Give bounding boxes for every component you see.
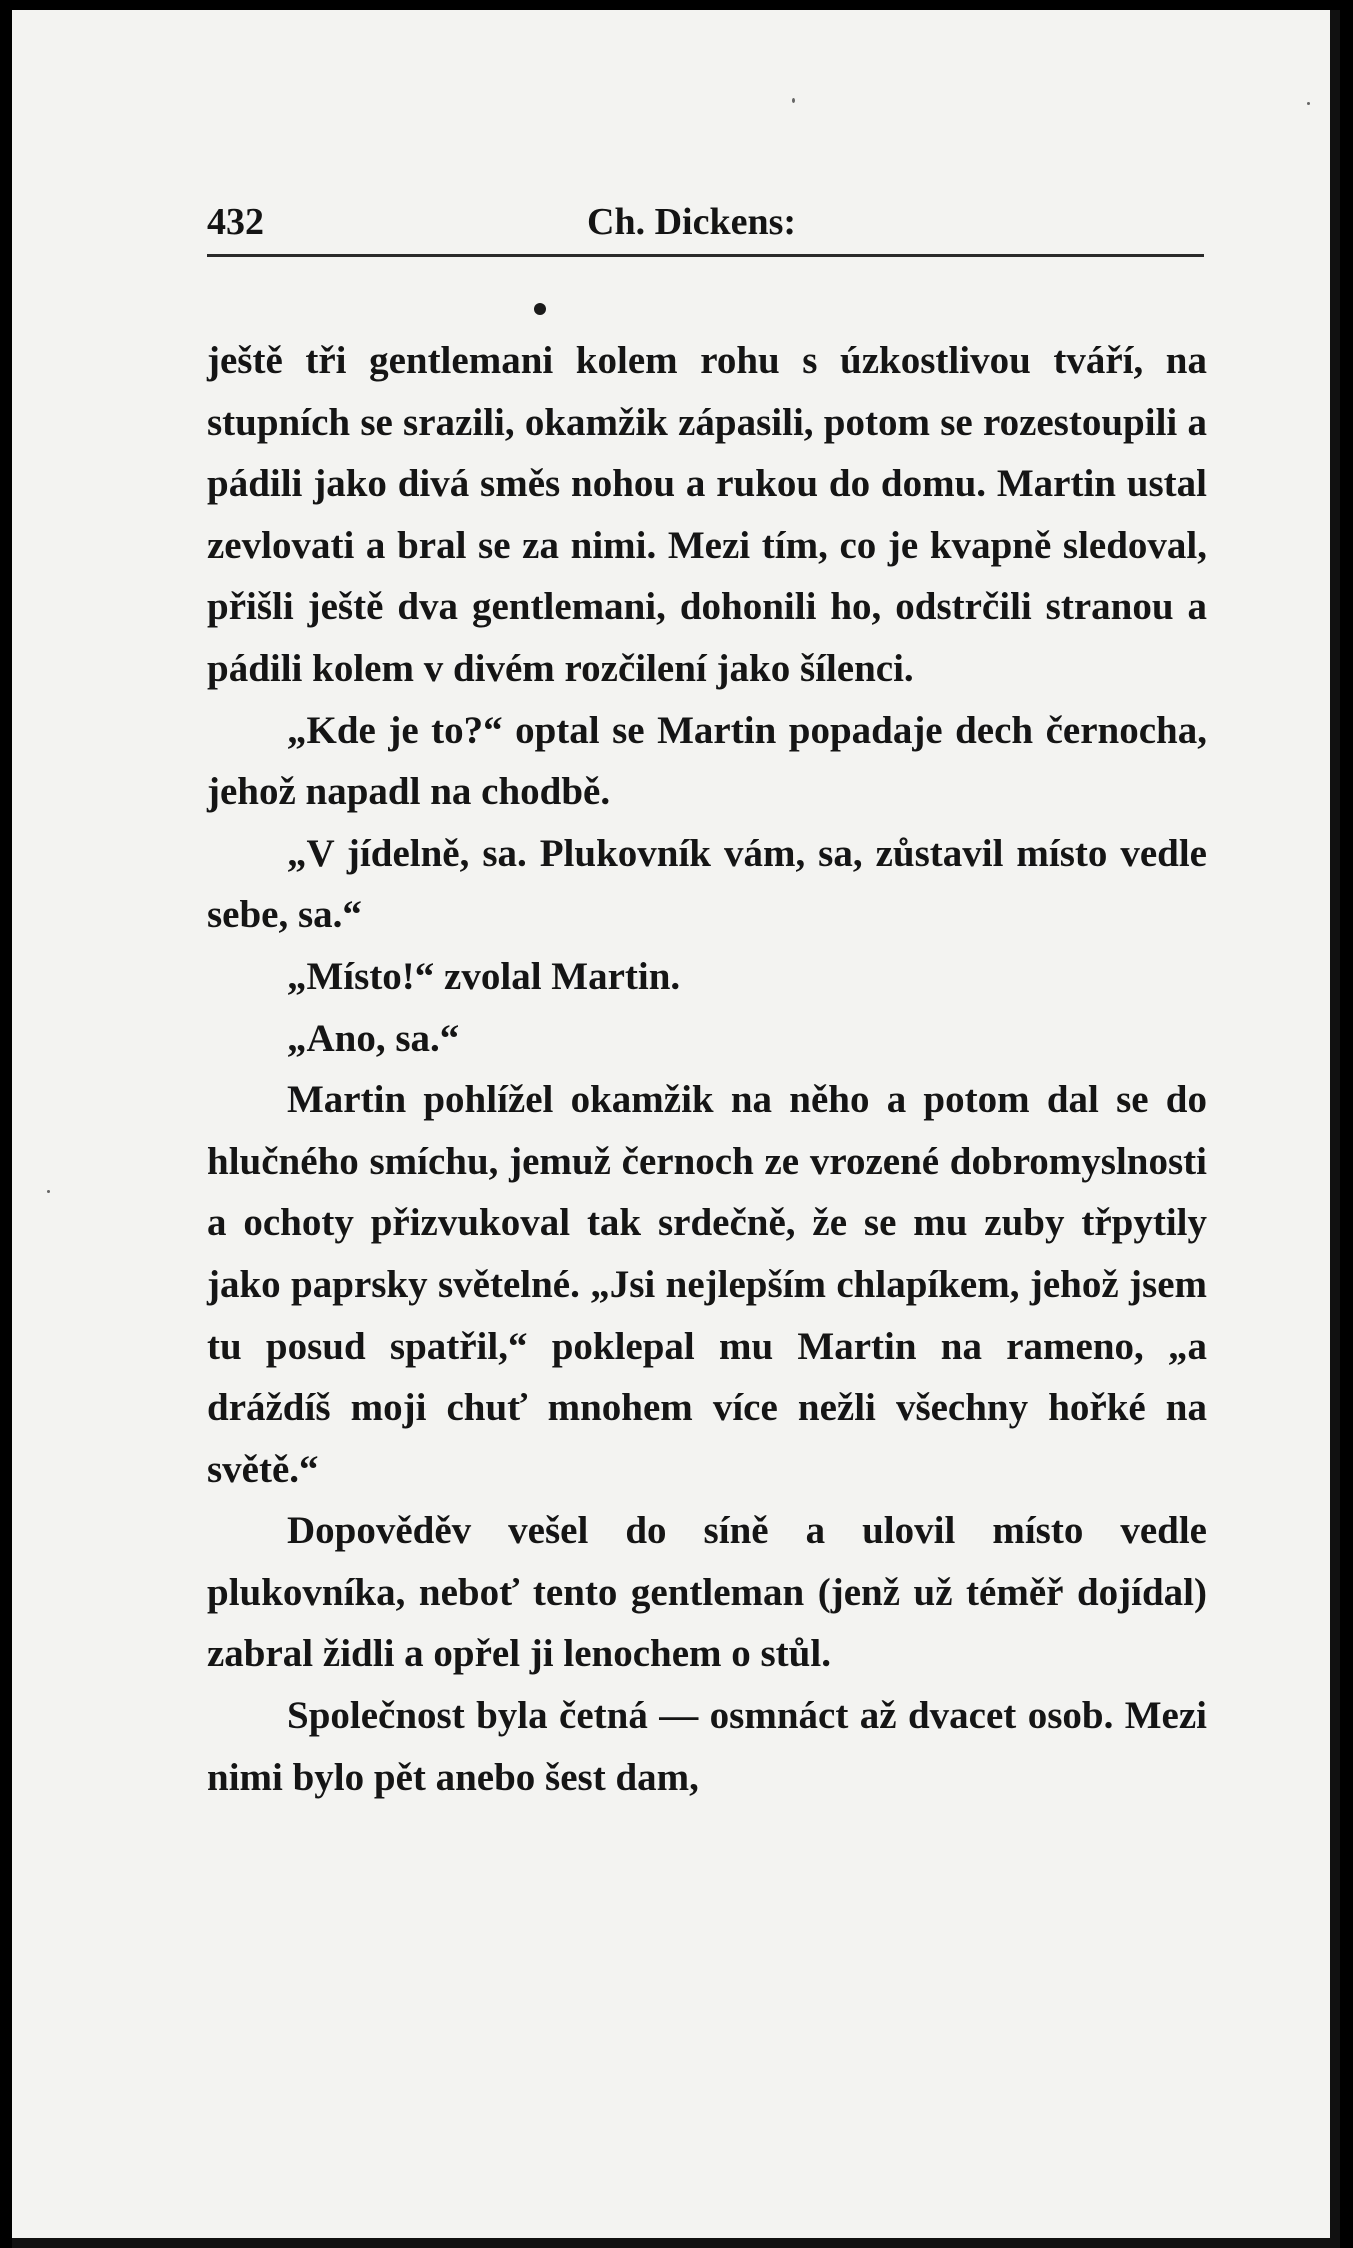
running-title: Ch. Dickens:	[587, 201, 797, 243]
paragraph: Společnost byla četná — osmnáct až dvacet osob. Mezi nimi bylo pět anebo šest dam,	[207, 1694, 1207, 1799]
paragraph: „Místo!“ zvolal Martin.	[287, 954, 681, 998]
paper-speck	[792, 98, 795, 103]
header-rule	[207, 254, 1204, 257]
paragraph: Dopověděv vešel do síně a ulovil místo vedle plukovníka, neboť tento gentleman (jenž už téměř dojídal) zabral židli a opřel ji lenochem o stůl.	[207, 1509, 1207, 1676]
page-number: 432	[207, 201, 264, 243]
book-page	[12, 10, 1340, 2248]
paragraph: „Ano, sa.“	[287, 1016, 460, 1060]
paragraph: „V jídelně, sa. Plukovník vám, sa, zůstavil místo vedle sebe, sa.“	[207, 831, 1207, 937]
body-text	[207, 330, 1207, 1808]
printer-dot-mark	[534, 303, 546, 315]
paper-speck	[1307, 102, 1310, 105]
paragraph: „Kde je to?“ optal se Martin popadaje dech černocha, jehož napadl na chodbě.	[207, 708, 1207, 814]
paragraph: Martin pohlížel okamžik na něho a potom dal se do hlučného smíchu, jemuž černoch ze vrozené dobromyslnosti a ochoty přizvukoval tak srdečně, že se mu zuby třpytily jako paprsky světelné. „Jsi nejlepším chlapíkem, jehož jsem tu posud spatřil,“ poklepal mu Martin na rameno, „a dráždíš moji chuť mnohem více nežli všechny hořké na světě.“	[207, 1078, 1207, 1491]
page-header	[207, 190, 1212, 250]
paper-speck	[47, 1190, 50, 1193]
paragraph: ještě tři gentlemani kolem rohu s úzkostlivou tváří, na stupních se srazili, okamžik zápasili, potom se rozestoupili a pádili jako divá směs nohou a rukou do domu. Martin ustal zevlovati a bral se za nimi. Mezi tím, co je kvapně sledoval, přišli ještě dva gentlemani, dohonili ho, odstrčili stranou a pádili kolem v divém rozčilení jako šílenci.	[207, 339, 1207, 690]
